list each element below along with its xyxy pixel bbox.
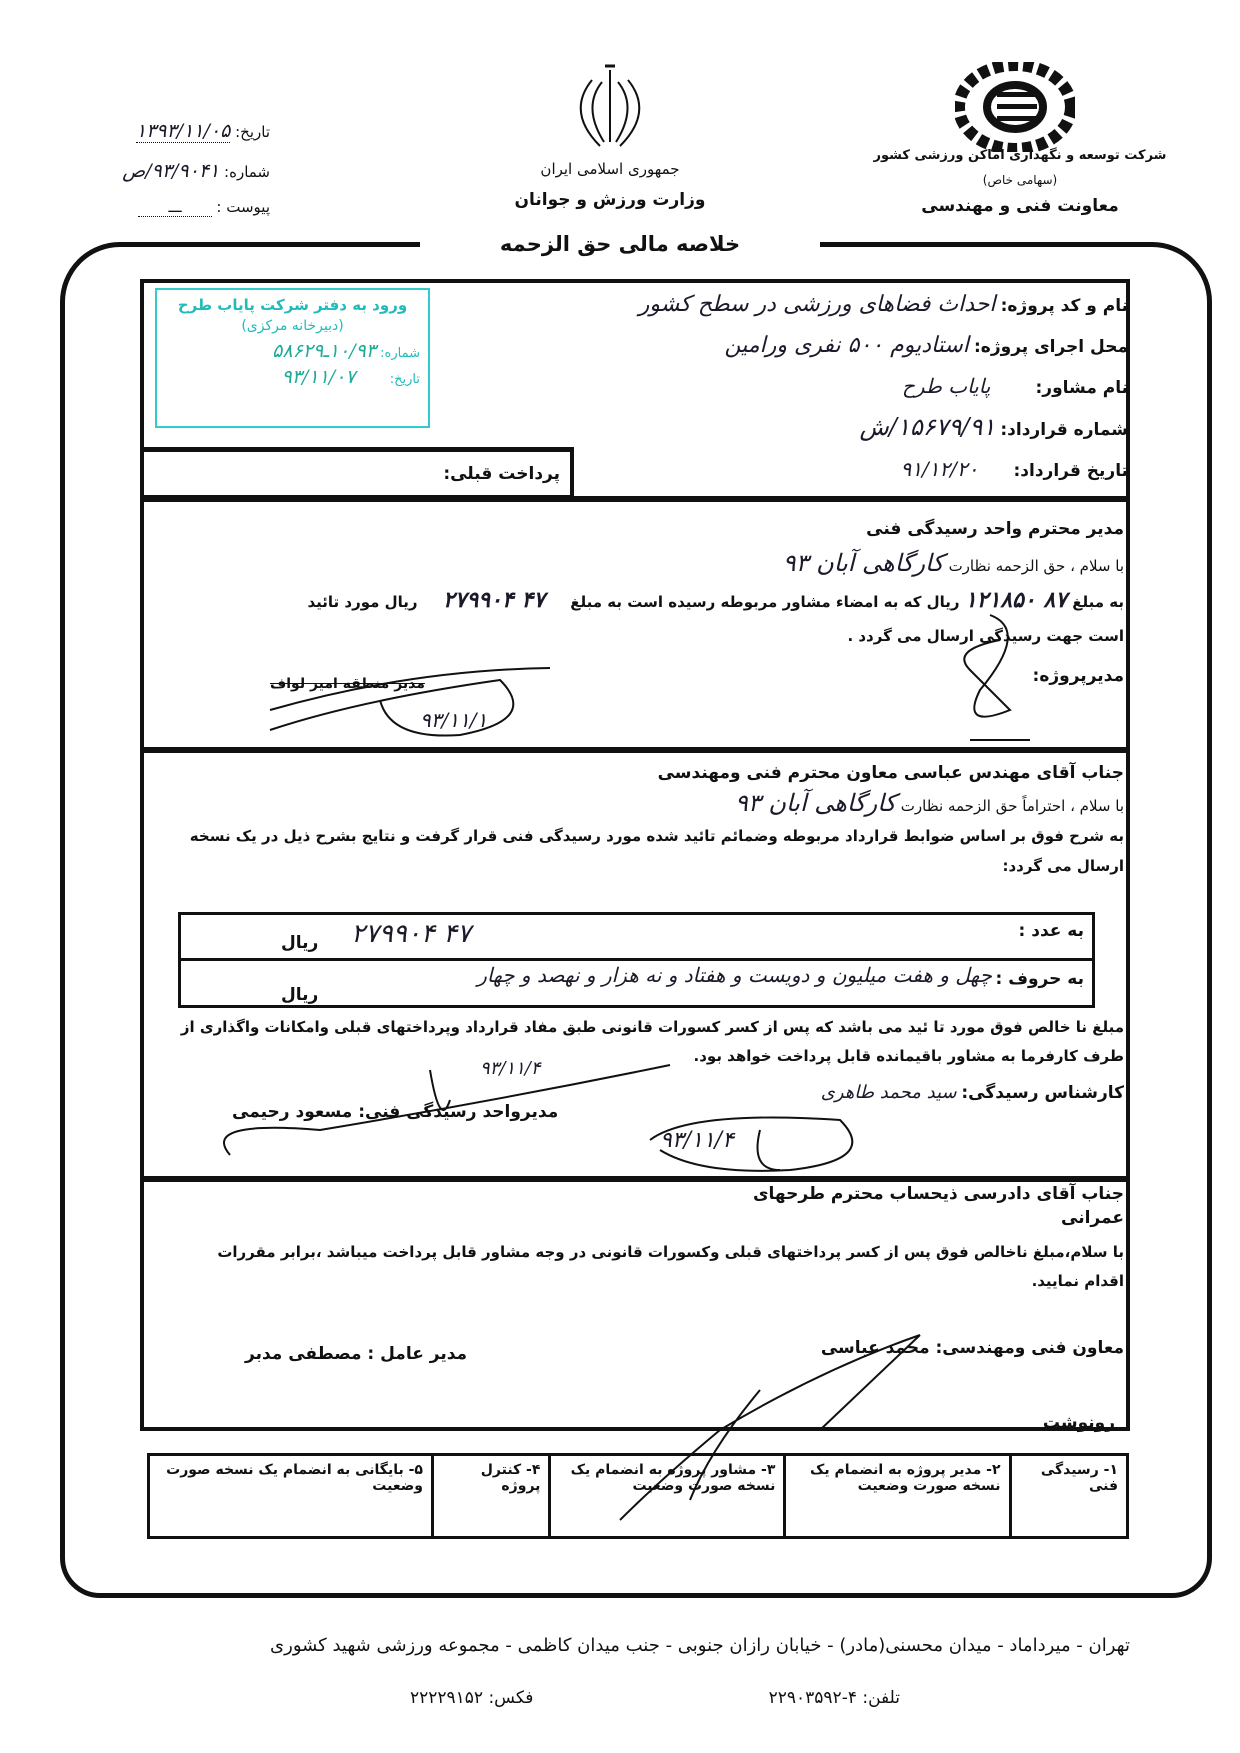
section2-line3: است جهت رسیدگی ارسال می گردد . (847, 627, 1124, 645)
unit-manager-date: ۹۳/۱۱/۴ (480, 1058, 541, 1079)
words-rial: ریال (281, 985, 319, 1005)
stamp-line2: (دبیرخانه مرکزی) (241, 318, 344, 334)
section3-body: به شرح فوق بر اساس ضوابط قرارداد مربوطه وضمائم تائید شده مورد رسیدگی فنی قرار گرفت و نتایج بشرح ذیل در یک نسخه ارسال می گردد: (189, 827, 1124, 875)
contract-no: ۱۵۶۷۹/۹۱/ش (859, 413, 996, 441)
company-type: (سهامی خاص) (982, 173, 1058, 187)
number-row (50, 160, 270, 182)
prev-payment-label: پرداخت قبلی: (443, 464, 560, 484)
signature-expert (640, 1100, 880, 1180)
ministry-label: وزارت ورزش و جوانان (514, 190, 706, 210)
section3-heading: جناب آقای مهندس عباسی معاون محترم فنی ومهندسی (657, 763, 1124, 783)
section3-greeting: با سلام ، احتراماً حق الزحمه نظارت (900, 797, 1124, 815)
contract-date: ۹۱/۱۲/۲۰ (900, 457, 979, 481)
section2-greeting: با سلام ، حق الزحمه نظارت (948, 557, 1124, 575)
copy-item: ۲- مدیر پروژه به انضمام یک نسخه صورت وضعیت (785, 1455, 1010, 1538)
section4-heading: جناب آقای دادرسی ذیحساب محترم طرحهای عمرانی (752, 1184, 1124, 1228)
numeric-label: به عدد : (1018, 921, 1084, 941)
stamp-date: ۹۳/۱۱/۰۷ (281, 366, 356, 388)
words-label: به حروف : (995, 969, 1084, 989)
date-value: ۱۳۹۳/۱۱/۰۵ (135, 120, 231, 142)
signature-regional (260, 660, 560, 740)
attachment-value: ـــ (138, 198, 211, 217)
amount-mid: ریال که به امضاء مشاور مربوطه رسیده است به مبلغ (570, 593, 960, 611)
attachment-row (60, 198, 270, 216)
project-name: احداث فضاهای ورزشی در سطح کشور (638, 292, 996, 317)
attachment-label: پیوست : (216, 198, 270, 216)
location-value: استادیوم ۵۰۰ نفری ورامین (724, 333, 969, 358)
copy-item: ۴- کنترل پروژه (432, 1455, 549, 1538)
project-name-label: نام و کد پروژه: (1000, 296, 1128, 316)
ceo-label: مدیر عامل : مصطفی مدبر (245, 1344, 468, 1364)
expert-label: کارشناس رسیدگی: (961, 1083, 1124, 1103)
amount-prefix: به مبلغ (1072, 593, 1124, 611)
section4-body: با سلام،مبلغ ناخالص فوق پس از کسر پرداختهای قبلی وکسورات قانونی در وجه مشاور قابل پرداخت میباشد ،برابر مقررات اقدام نمایید. (217, 1243, 1124, 1290)
company-logo (955, 62, 1075, 152)
section-deputy (164, 758, 1124, 881)
signature-unit-manager (200, 1060, 680, 1170)
company-name: شرکت توسعه و نگهداری اماکن ورزشی کشور (873, 148, 1167, 163)
contract-no-label: شماره قرارداد: (1000, 420, 1128, 440)
stamp-date-label: تاریخ: (389, 372, 420, 387)
number-label: شماره: (224, 163, 270, 181)
footer-address: تهران - میرداماد - میدان محسنی(مادر) - خیابان رازان جنوبی - جنب میدان کاظمی - مجموعه ورزشی شهید کشوری (270, 1635, 1130, 1656)
approved-amount: ۴۷ ۲۷۹۹۰۴ (442, 587, 546, 613)
words-value: چهل و هفت میلیون و دویست و هفتاد و نه هزار و نهصد و چهار (477, 963, 992, 987)
signature-project-manager (940, 610, 1040, 750)
copy-item: ۳- مشاور پروژه به انضمام یک نسخه صورت وضعیت (550, 1455, 785, 1538)
stamp-line1: ورود به دفتر شرکت پایاب طرح (177, 296, 408, 314)
consultant-label: نام مشاور: (1035, 378, 1128, 398)
numeric-value: ۴۷ ۲۷۹۹۰۴ (351, 919, 471, 949)
amount-box (178, 912, 1095, 1008)
iran-emblem-icon (572, 62, 648, 154)
copy-item: ۱- رسیدگی فنی (1010, 1455, 1127, 1538)
project-info (568, 285, 1128, 491)
date-row (60, 120, 270, 142)
contract-date-label: تاریخ قرارداد: (1013, 461, 1128, 481)
numeric-rial: ریال (281, 933, 319, 953)
amount-suffix: ریال مورد تائید (307, 593, 418, 611)
document-title: خلاصه مالی حق الزحمه (420, 232, 820, 256)
expert-value: سید محمد طاهری (820, 1082, 957, 1103)
department: معاونت فنی و مهندسی (921, 196, 1119, 216)
copies-label: رونوشت (1042, 1413, 1115, 1433)
regional-manager-stamp: مدیر منطقه امیر لواف (270, 676, 425, 692)
republic-label: جمهوری اسلامی ایران (540, 160, 680, 178)
section3-note: مبلغ نا خالص فوق مورد تا ئید می باشد که پس از کسر کسورات قانونی طبق مفاد قرارداد وپرداختهای قبلی وامکانات واگذاری از طرف کارفرما به مشاور باقیمانده قابل پرداخت خواهد بود. (180, 1018, 1124, 1065)
received-stamp (155, 288, 430, 428)
section-accountant (164, 1182, 1124, 1296)
number-value: ۹۳/۹۰۴۱/ص (122, 160, 220, 182)
section2-sign-date: ۹۳/۱۱/۱ (420, 708, 488, 732)
copies-table (147, 1453, 1129, 1539)
footer-fax: فکس: ۲۲۲۲۹۱۵۲ (410, 1688, 534, 1708)
project-manager-label: مدیرپروژه: (1032, 666, 1124, 686)
section3-period: کارگاهی آبان ۹۳ (734, 789, 896, 817)
consultant-value: پایاب طرح (902, 374, 991, 398)
location-label: محل اجرای پروژه: (974, 337, 1128, 357)
copy-item: ۵- بایگانی به انضمام یک نسخه صورت وضعیت (149, 1455, 433, 1538)
stamp-number: ۱۰/۹۳ـ۵۸۶۲۹ (272, 340, 377, 362)
expert-date: ۹۳/۱۱/۴ (660, 1128, 734, 1153)
section2-period: کارگاهی آبان ۹۳ (782, 549, 944, 577)
section2-heading: مدیر محترم واحد رسیدگی فنی (866, 519, 1124, 539)
unit-manager: مدیرواحد رسیدگی فنی: مسعود رحیمی (232, 1102, 559, 1122)
deputy-signature-label: معاون فنی ومهندسی: محمد عباسی (820, 1338, 1124, 1358)
consultant-amount: ۸۷ ۱۲۱۸۵۰ (964, 587, 1068, 613)
stamp-number-label: شماره: (380, 346, 420, 361)
footer-phone: تلفن: ۴-۲۲۹۰۳۵۹۲ (768, 1688, 900, 1708)
date-label: تاریخ: (235, 123, 270, 141)
prev-payment-box (144, 447, 574, 499)
